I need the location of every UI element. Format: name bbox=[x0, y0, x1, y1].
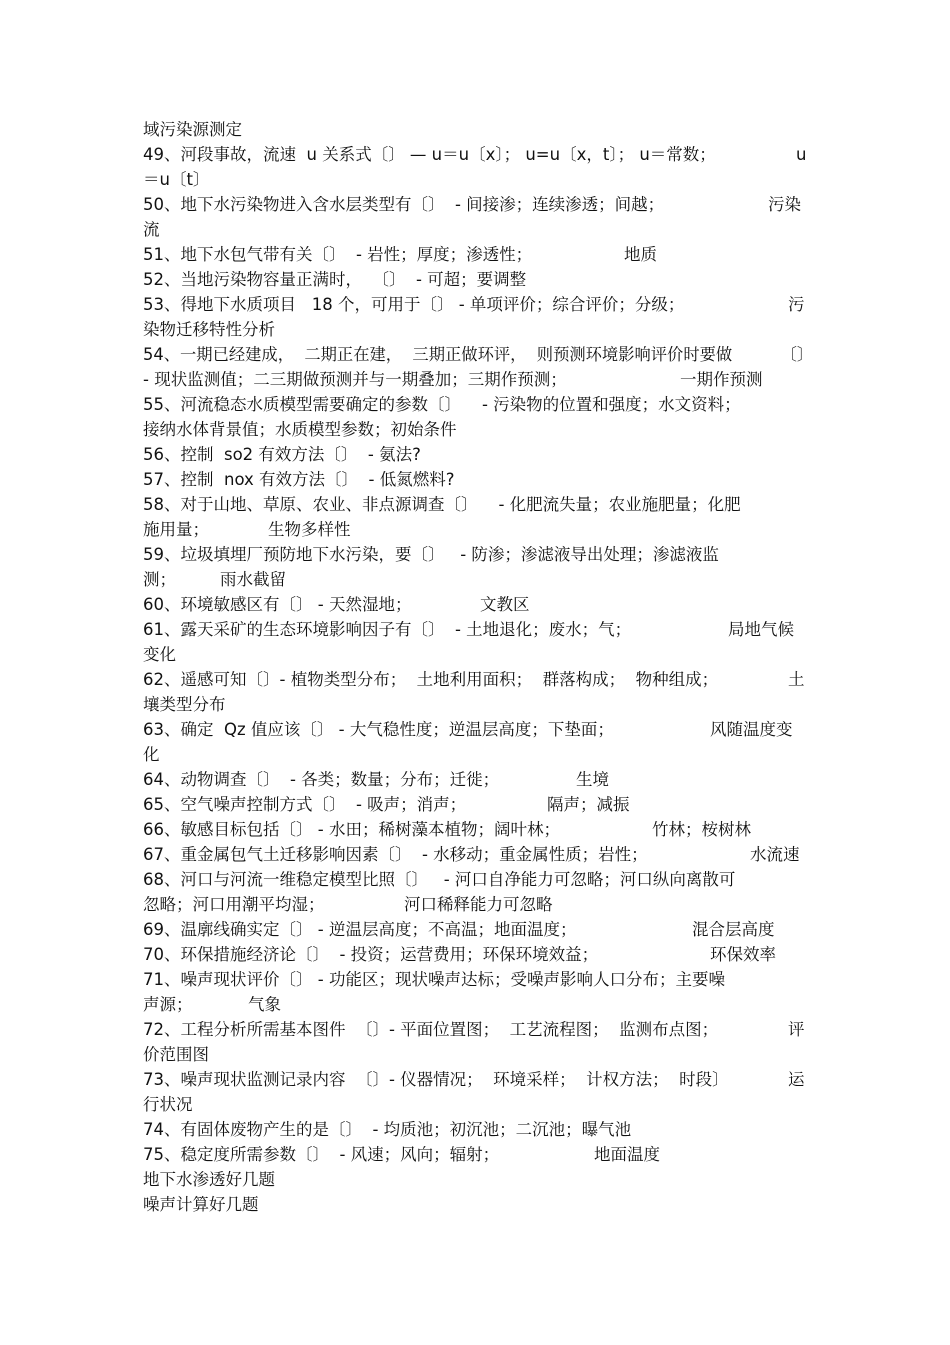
text-line bbox=[143, 842, 813, 867]
text-line bbox=[143, 442, 813, 467]
line-text: 71、噪声现状评价〔〕 - 功能区；现状噪声达标；受噪声影响人口分布；主要噪 bbox=[143, 970, 725, 989]
line-text: 73、噪声现状监测记录内容 〔〕- 仪器情况； 环境采样； 计权方法； 时段〕 bbox=[143, 1070, 729, 1089]
line-text: 56、控制 so2 有效方法〔〕 - 氨法? bbox=[143, 445, 421, 464]
line-text: 61、露天采矿的生态环境影响因子有〔〕 - 土地退化；废水；气； bbox=[143, 620, 632, 639]
text-line bbox=[143, 792, 813, 817]
line-text: 58、对于山地、草原、农业、非点源调查〔〕 - 化肥流失量；农业施肥量；化肥 bbox=[143, 495, 741, 514]
line-text-right: 雨水截留 bbox=[220, 570, 286, 589]
line-text: 51、地下水包气带有关〔〕 - 岩性；厚度；渗透性； bbox=[143, 245, 533, 264]
line-text-right: 〔〕 bbox=[780, 345, 814, 364]
line-text: 55、河流稳态水质模型需要确定的参数〔〕 - 污染物的位置和强度；水文资料； bbox=[143, 395, 741, 414]
text-line bbox=[143, 967, 813, 992]
line-text-right: 生境 bbox=[576, 770, 609, 789]
line-text: 69、温廓线确实定〔〕 - 逆温层高度；不高温；地面温度； bbox=[143, 920, 577, 939]
line-text-right: 土 bbox=[788, 670, 805, 689]
line-text: 72、工程分析所需基本图件 〔〕- 平面位置图； 工艺流程图； 监测布点图； bbox=[143, 1020, 719, 1039]
line-text: 59、垃圾填埋厂预防地下水污染，要〔〕 - 防渗；渗滤液导出处理；渗滤液监 bbox=[143, 545, 719, 564]
text-line bbox=[143, 1042, 813, 1067]
line-text: 50、地下水污染物进入含水层类型有〔〕 - 间接渗；连续渗透；间越； bbox=[143, 195, 665, 214]
line-text-right: 气象 bbox=[248, 995, 281, 1014]
text-line bbox=[143, 167, 813, 192]
text-line bbox=[143, 542, 813, 567]
text-line bbox=[143, 1142, 813, 1167]
text-line bbox=[143, 692, 813, 717]
line-text: - 现状监测值；二三期做预测并与一期叠加；三期作预测； bbox=[143, 370, 567, 389]
line-text: 声源； bbox=[143, 995, 193, 1014]
text-line bbox=[143, 117, 813, 142]
text-line bbox=[143, 767, 813, 792]
text-line bbox=[143, 292, 813, 317]
text-line bbox=[143, 192, 813, 217]
text-line bbox=[143, 217, 813, 242]
line-text: 75、稳定度所需参数〔〕 - 风速；风向；辐射； bbox=[143, 1145, 500, 1164]
line-text: 行状况 bbox=[143, 1095, 193, 1114]
line-text: 54、一期已经建成， 二期正在建， 三期正做环评， 则预测环境影响评价时要做 bbox=[143, 345, 733, 364]
text-line bbox=[143, 417, 813, 442]
text-line bbox=[143, 1192, 813, 1217]
line-text: 域污染源测定 bbox=[143, 120, 242, 139]
line-text: 染物迁移特性分析 bbox=[143, 320, 275, 339]
line-text-right: 文教区 bbox=[480, 595, 530, 614]
line-text: 60、环境敏感区有〔〕 - 天然湿地； bbox=[143, 595, 412, 614]
line-text-right: 河口稀释能力可忽略 bbox=[404, 895, 553, 914]
line-text-right: u bbox=[796, 145, 807, 164]
text-line bbox=[143, 1067, 813, 1092]
text-line bbox=[143, 867, 813, 892]
line-text: 67、重金属包气土迁移影响因素〔〕 - 水移动；重金属性质；岩性； bbox=[143, 845, 648, 864]
line-text: 57、控制 nox 有效方法〔〕 - 低氮燃料? bbox=[143, 470, 455, 489]
text-line bbox=[143, 942, 813, 967]
line-text: 49、河段事故，流速 u 关系式〔〕 — u＝u〔x〕； u=u〔x，t〕； u＝常数； bbox=[143, 145, 716, 164]
line-text-right: 污 bbox=[788, 295, 805, 314]
line-text: 化 bbox=[143, 745, 160, 764]
line-text: 流 bbox=[143, 220, 160, 239]
line-text: 65、空气噪声控制方式〔〕 - 吸声；消声； bbox=[143, 795, 467, 814]
line-text-right: 隔声；减振 bbox=[547, 795, 630, 814]
text-line bbox=[143, 817, 813, 842]
text-line bbox=[143, 517, 813, 542]
text-line bbox=[143, 917, 813, 942]
text-line bbox=[143, 567, 813, 592]
line-text: 价范围图 bbox=[143, 1045, 209, 1064]
line-text: 74、有固体废物产生的是〔〕 - 均质池；初沉池；二沉池；曝气池 bbox=[143, 1120, 632, 1139]
line-text: ＝u〔t〕 bbox=[143, 170, 210, 189]
text-line bbox=[143, 367, 813, 392]
text-line bbox=[143, 642, 813, 667]
text-line bbox=[143, 392, 813, 417]
line-text: 地下水渗透好几题 bbox=[143, 1170, 275, 1189]
text-line bbox=[143, 1117, 813, 1142]
line-text-right: 评 bbox=[788, 1020, 805, 1039]
text-line bbox=[143, 742, 813, 767]
line-text: 忽略；河口用潮平均湿； bbox=[143, 895, 325, 914]
line-text: 63、确定 Qz 值应该〔〕 - 大气稳性度；逆温层高度；下垫面； bbox=[143, 720, 614, 739]
line-text-right: 一期作预测 bbox=[680, 370, 763, 389]
line-text-right: 水流速 bbox=[750, 845, 800, 864]
text-line bbox=[143, 1167, 813, 1192]
text-line bbox=[143, 1017, 813, 1042]
line-text: 变化 bbox=[143, 645, 176, 664]
text-line bbox=[143, 492, 813, 517]
text-line bbox=[143, 717, 813, 742]
line-text-right: 污染 bbox=[768, 195, 801, 214]
line-text: 68、河口与河流一维稳定模型比照〔〕 - 河口自净能力可忽略；河口纵向离散可 bbox=[143, 870, 736, 889]
line-text: 壤类型分布 bbox=[143, 695, 226, 714]
text-line bbox=[143, 267, 813, 292]
text-line bbox=[143, 342, 814, 367]
line-text: 66、敏感目标包括〔〕 - 水田；稀树藻本植物；阔叶林； bbox=[143, 820, 560, 839]
line-text: 53、得地下水质项目 18 个，可用于〔〕 - 单项评价；综合评价；分级； bbox=[143, 295, 685, 314]
line-text: 施用量； bbox=[143, 520, 209, 539]
line-text-right: 地质 bbox=[624, 245, 657, 264]
text-line bbox=[143, 467, 813, 492]
line-text-right: 混合层高度 bbox=[692, 920, 775, 939]
text-line bbox=[143, 1092, 813, 1117]
text-line bbox=[143, 242, 813, 267]
line-text: 64、动物调查〔〕 - 各类；数量；分布；迁徙； bbox=[143, 770, 500, 789]
line-text-right: 运 bbox=[788, 1070, 805, 1089]
line-text-right: 风随温度变 bbox=[710, 720, 793, 739]
line-text-right: 局地气候 bbox=[728, 620, 794, 639]
text-line bbox=[143, 892, 813, 917]
line-text: 测； bbox=[143, 570, 176, 589]
line-text-right: 竹林；桉树林 bbox=[652, 820, 751, 839]
line-text: 62、遥感可知〔〕- 植物类型分布； 土地利用面积； 群落构成； 物种组成； bbox=[143, 670, 719, 689]
text-line bbox=[143, 317, 813, 342]
line-text: 噪声计算好几题 bbox=[143, 1195, 259, 1214]
text-line bbox=[143, 142, 813, 167]
line-text: 70、环保措施经济论〔〕 - 投资；运营费用；环保环境效益； bbox=[143, 945, 599, 964]
line-text: 接纳水体背景值；水质模型参数；初始条件 bbox=[143, 420, 457, 439]
line-text-right: 生物多样性 bbox=[268, 520, 351, 539]
line-text-right: 环保效率 bbox=[710, 945, 776, 964]
line-text-right: 地面温度 bbox=[594, 1145, 660, 1164]
text-line bbox=[143, 667, 813, 692]
text-line bbox=[143, 592, 813, 617]
text-line bbox=[143, 617, 813, 642]
text-line bbox=[143, 992, 813, 1017]
line-text: 52、当地污染物容量正满时， 〔〕 - 可超；要调整 bbox=[143, 270, 527, 289]
